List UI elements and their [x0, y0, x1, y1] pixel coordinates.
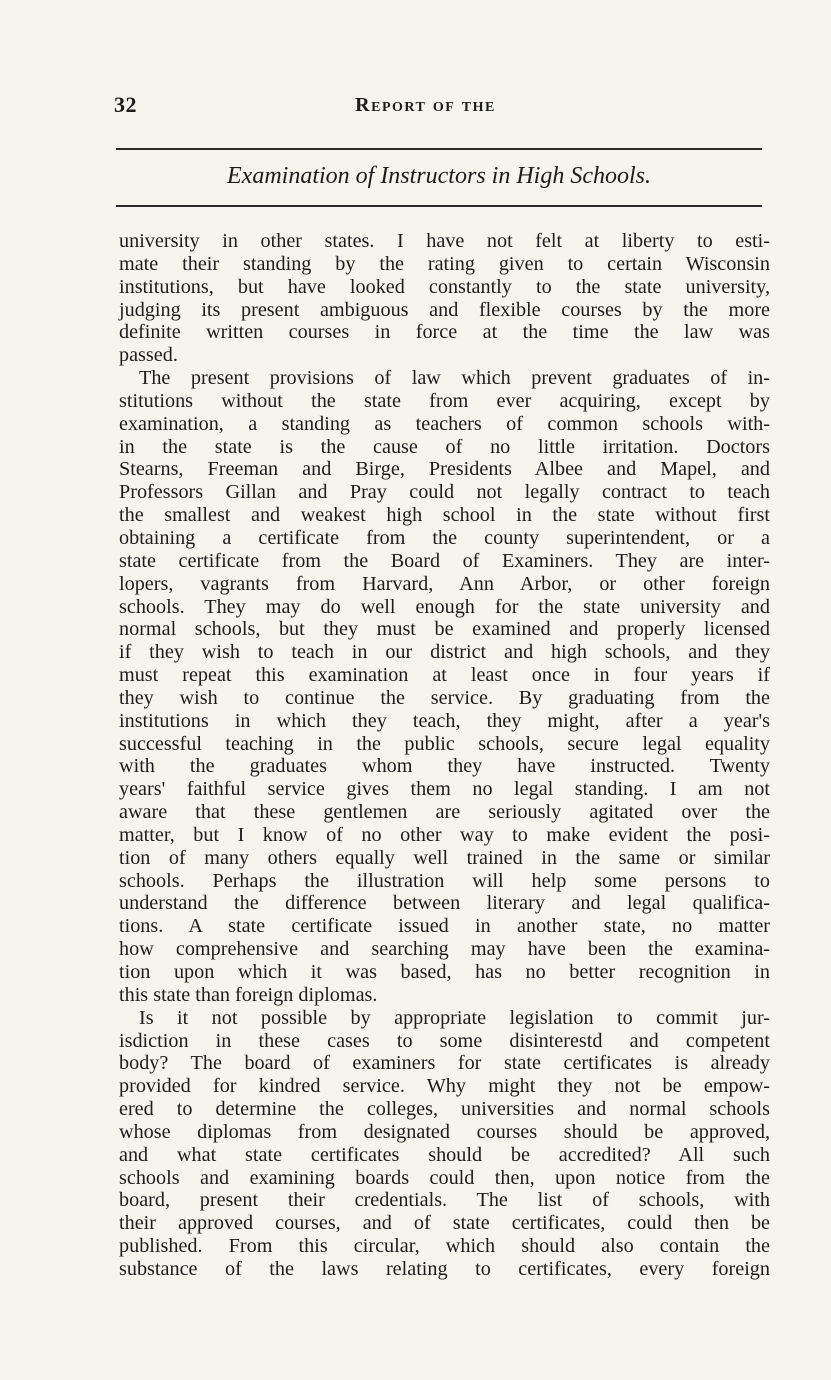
text-line: successful teaching in the public schools, secure legal equality	[119, 732, 770, 755]
text-line: schools. They may do well enough for the state university and	[119, 595, 770, 618]
text-line: schools. Perhaps the illustration will help some persons to	[119, 869, 770, 892]
text-line: the smallest and weakest high school in the state without first	[119, 504, 770, 527]
text-line: if they wish to teach in our district and high schools, and they	[119, 641, 770, 664]
top-rule	[116, 148, 762, 150]
text-line: substance of the laws relating to certificates, every foreign	[119, 1257, 770, 1280]
text-line: in the state is the cause of no little irritation. Doctors	[119, 435, 770, 458]
text-line: passed.	[119, 344, 178, 367]
text-line: whose diplomas from designated courses should be approved,	[119, 1120, 770, 1143]
text-line: must repeat this examination at least once in four years if	[119, 664, 770, 687]
text-line: institutions, but have looked constantly to the state university,	[119, 275, 770, 298]
text-line: state certificate from the Board of Examiners. They are inter-	[119, 549, 770, 572]
text-line: body? The board of examiners for state certificates is already	[119, 1052, 770, 1075]
text-line: normal schools, but they must be examined and properly licensed	[119, 618, 770, 641]
text-line: tion of many others equally well trained in the same or similar	[119, 846, 770, 869]
text-line: with the graduates whom they have instructed. Twenty	[119, 755, 770, 778]
text-line: tion upon which it was based, has no better recognition in	[119, 961, 770, 983]
text-line: this state than foreign diplomas.	[119, 983, 378, 1006]
text-line: years' faithful service gives them no legal standing. I am not	[119, 778, 770, 801]
text-line: aware that these gentlemen are seriously agitated over the	[119, 801, 770, 824]
text-line: ered to determine the colleges, universities and normal schools	[119, 1098, 770, 1121]
text-line: definite written courses in force at the time the law was	[119, 321, 770, 344]
text-line: mate their standing by the rating given to certain Wisconsin	[119, 252, 770, 275]
text-line: Stearns, Freeman and Birge, Presidents Albee and Mapel, and	[119, 458, 770, 481]
text-line: obtaining a certificate from the county superintendent, or a	[119, 526, 770, 549]
text-line: board, present their credentials. The list of schools, with	[119, 1189, 770, 1212]
text-line: schools and examining boards could then, upon notice from the	[119, 1166, 770, 1189]
text-line: published. From this circular, which should also contain the	[119, 1235, 770, 1258]
text-line: tions. A state certificate issued in another state, no matter	[119, 915, 770, 938]
text-line: university in other states. I have not felt at liberty to esti-	[119, 230, 770, 252]
body-text	[119, 230, 770, 1281]
text-line: provided for kindred service. Why might they not be empow-	[119, 1075, 770, 1098]
text-line: understand the difference between literary and legal qualifica-	[119, 892, 770, 915]
text-line: they wish to continue the service. By graduating from the	[119, 686, 770, 709]
text-line: their approved courses, and of state certificates, could then be	[119, 1212, 770, 1235]
text-line: stitutions without the state from ever acquiring, except by	[119, 389, 770, 412]
page-number: 32	[114, 92, 137, 117]
text-line: how comprehensive and searching may have been the examina-	[119, 938, 770, 961]
text-line: institutions in which they teach, they might, after a year's	[119, 709, 770, 732]
text-line: lopers, vagrants from Harvard, Ann Arbor, or other foreign	[119, 572, 770, 595]
text-line: judging its present ambiguous and flexible courses by the more	[119, 298, 770, 321]
section-title: Examination of Instructors in High Schools.	[227, 163, 651, 189]
text-line: isdiction in these cases to some disinterestd and competent	[119, 1029, 770, 1052]
text-line: The present provisions of law which prevent graduates of in-	[139, 367, 770, 390]
running-head: Report of the	[355, 94, 496, 116]
text-line: Is it not possible by appropriate legislation to commit jur-	[139, 1006, 770, 1029]
text-line: and what state certificates should be accredited? All such	[119, 1143, 770, 1166]
bottom-rule	[116, 205, 762, 207]
text-line: matter, but I know of no other way to make evident the posi-	[119, 823, 770, 846]
text-line: Professors Gillan and Pray could not legally contract to teach	[119, 481, 770, 504]
text-line: examination, a standing as teachers of common schools with-	[119, 412, 770, 435]
